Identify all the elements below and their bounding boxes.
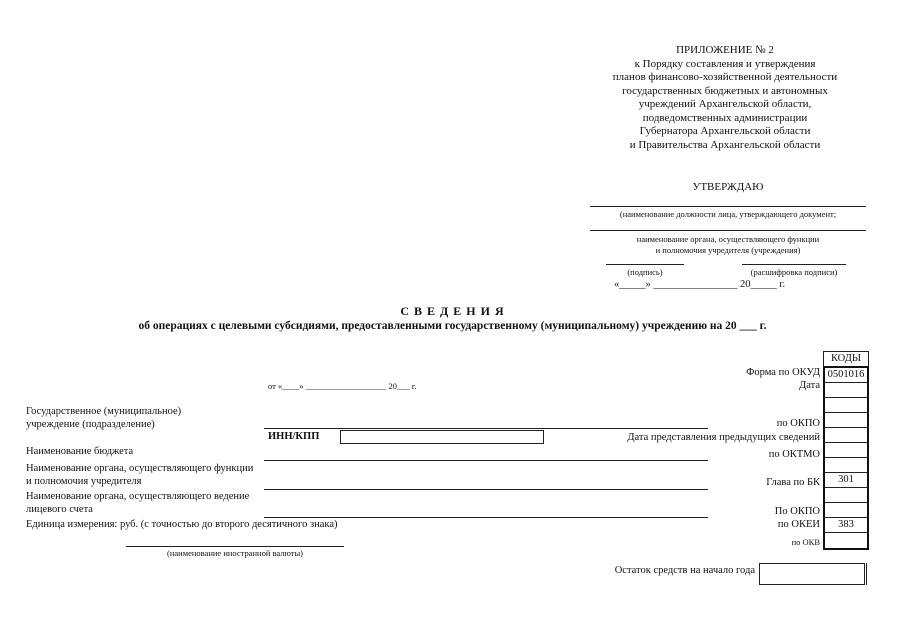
- decoding-caption: (расшифровка подписи): [750, 267, 838, 277]
- code-date: [825, 383, 867, 398]
- code-oktmo: [825, 443, 867, 458]
- label-okud: Форма по ОКУД: [746, 367, 820, 378]
- appendix-line: к Порядку составления и утверждения: [634, 57, 816, 70]
- unit-label: Единица измерения: руб. (с точностью до второго десятичного знака): [26, 519, 338, 530]
- currency-line: [126, 546, 344, 547]
- code-okpo-2: [825, 503, 867, 518]
- approve-position-caption: (наименование должности лица, утверждающего документ;: [619, 209, 837, 219]
- institution-label-1: Государственное (муниципальное): [26, 406, 182, 417]
- document-subtitle: об операциях с целевыми субсидиями, предоставленными государственному (муниципальному) учреждению на 20 ___ г.: [138, 320, 767, 332]
- approve-org-caption: [590, 234, 866, 256]
- code-cell: [825, 458, 867, 473]
- code-okv: [825, 533, 867, 548]
- signature-line: [606, 264, 684, 265]
- inn-kpp-label: ИНН/КПП: [268, 431, 320, 442]
- budget-line: [264, 460, 708, 461]
- appendix-block: [580, 44, 870, 152]
- code-glava-bk: 301: [825, 473, 867, 488]
- appendix-line: ПРИЛОЖЕНИЕ № 2: [676, 44, 774, 56]
- approve-org-caption-2: и полномочия учредителя (учреждения): [655, 245, 801, 255]
- account-label-2: лицевого счета: [26, 504, 93, 515]
- approve-date-line: «_____» ________________ 20_____ г.: [614, 279, 786, 290]
- account-line: [264, 517, 708, 518]
- balance-field[interactable]: [759, 563, 865, 585]
- approve-org-caption-1: наименование органа, осуществляющего функции: [636, 234, 820, 244]
- approve-title: УТВЕРЖДАЮ: [692, 181, 764, 193]
- code-okpo: [825, 413, 867, 428]
- institution-label: [26, 405, 181, 431]
- account-label: [26, 490, 249, 516]
- founder-line: [264, 489, 708, 490]
- label-okpo: по ОКПО: [776, 418, 820, 429]
- appendix-line: Губернатора Архангельской области: [639, 125, 811, 137]
- date-from-line: от «____» ___________________ 20___ г.: [268, 381, 417, 391]
- institution-label-2: учреждение (подразделение): [26, 419, 155, 430]
- codes-header: КОДЫ: [823, 351, 869, 366]
- budget-label: Наименование бюджета: [26, 446, 134, 457]
- institution-line: [264, 428, 708, 429]
- label-oktmo: по ОКТМО: [768, 449, 820, 460]
- code-cell: [825, 488, 867, 503]
- code-okei: 383: [825, 518, 867, 533]
- label-okpo-2: По ОКПО: [774, 506, 820, 517]
- approve-org-line: [590, 230, 866, 231]
- currency-caption: (наименование иностранной валюты): [167, 548, 303, 558]
- code-okud: 0501016: [825, 368, 867, 383]
- prev-date-label: Дата представления предыдущих сведений: [627, 432, 820, 443]
- label-okv: по ОКВ: [791, 537, 820, 547]
- appendix-line: подведомственных администрации: [642, 111, 808, 124]
- signature-caption: (подпись): [627, 267, 663, 277]
- founder-label-1: Наименование органа, осуществляющего функции: [26, 463, 254, 474]
- founder-label-2: и полномочия учредителя: [26, 476, 142, 487]
- approve-position-line: [590, 206, 866, 207]
- document-title: С В Е Д Е Н И Я: [400, 304, 505, 318]
- appendix-line: планов финансово-хозяйственной деятельности: [612, 71, 838, 83]
- label-okei: по ОКЕИ: [777, 519, 820, 530]
- label-glava-bk: Глава по БК: [766, 477, 820, 488]
- label-date: Дата: [799, 380, 820, 391]
- appendix-line: учреждений Архангельской области,: [638, 98, 812, 110]
- appendix-line: государственных бюджетных и автономных: [622, 84, 828, 97]
- inn-kpp-field[interactable]: [340, 430, 544, 444]
- account-label-1: Наименование органа, осуществляющего ведение: [26, 491, 250, 502]
- founder-label: [26, 462, 253, 488]
- codes-body: [823, 366, 869, 550]
- code-cell: [825, 398, 867, 413]
- codes-table: [823, 351, 869, 550]
- balance-label: Остаток средств на начало года: [614, 565, 755, 576]
- decoding-line: [742, 264, 846, 265]
- balance-edge: [866, 563, 867, 585]
- code-cell: [825, 428, 867, 443]
- appendix-line: и Правительства Архангельской области: [629, 138, 821, 151]
